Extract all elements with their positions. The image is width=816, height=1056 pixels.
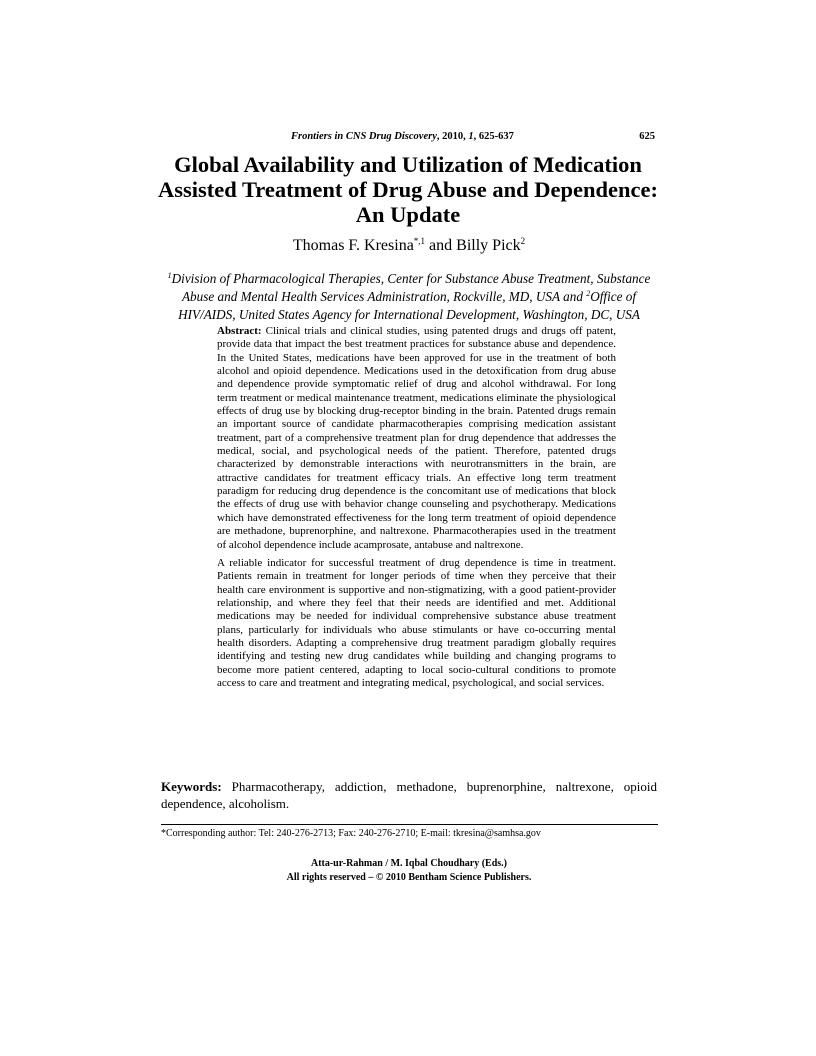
corresponding-author-footnote: *Corresponding author: Tel: 240-276-2713; Fax: 240-276-2710; E-mail: tkresina@samhsa.gov	[161, 828, 541, 839]
abstract-label: Abstract:	[217, 325, 262, 337]
page-number: 625	[639, 131, 655, 142]
journal-pages: , 625-637	[473, 131, 514, 142]
affiliation-mark: 2	[586, 289, 591, 298]
journal-name: Frontiers in CNS Drug Discovery	[291, 131, 437, 142]
author-affiliation-mark: 2	[520, 236, 526, 246]
keywords	[161, 779, 657, 812]
journal-citation	[291, 131, 514, 142]
author-name: Thomas F. Kresina	[292, 237, 414, 254]
journal-year: , 2010,	[436, 131, 469, 142]
keywords-label: Keywords:	[161, 779, 222, 794]
author-list	[161, 237, 657, 255]
title-line-3: An Update	[355, 202, 461, 227]
editors-block	[161, 857, 657, 884]
affiliation-mark: 1	[167, 271, 172, 280]
abstract-paragraph	[217, 325, 616, 552]
copyright-line: All rights reserved – © 2010 Bentham Science Publishers.	[286, 871, 532, 883]
keywords-text: Pharmacotherapy, addiction, methadone, buprenorphine, naltrexone, opioid dependence, alcoholism.	[161, 779, 657, 811]
author-affiliation-mark: *,1	[413, 236, 426, 246]
abstract	[217, 325, 616, 690]
author-name: Billy Pick	[456, 237, 521, 254]
abstract-paragraph: A reliable indicator for successful treatment of drug dependence is time in treatment. Patients remain in treatment for longer periods of time when they perceive that their health care environment is supportive and non-stigmatizing, with a good patient-provider relationship, and where they feel that their needs are identified and met. Additional medications may be needed for individual comprehensive substance abuse treatment plans, particularly for individuals who abuse stimulants or have co-occurring mental health disorders. Adapting a comprehensive drug treatment paradigm globally requires identifying and testing new drug candidates while building and changing programs to become more patient centered, adapting to local socio-cultural conditions to promote access to care and treatment and integrating medical, psychological, and social services.	[217, 556, 616, 689]
editors-line: Atta-ur-Rahman / M. Iqbal Choudhary (Eds.)	[310, 858, 508, 869]
title-line-1: Global Availability and Utilization of Medication	[174, 152, 642, 177]
running-head	[161, 131, 657, 147]
journal-volume: 1	[468, 131, 474, 142]
article-title	[150, 152, 666, 227]
author-connector: and	[425, 237, 457, 254]
affiliation-text: Division of Pharmacological Therapies, Center for Substance Abuse Treatment, Substance Abuse and Mental Health Services Administration, Rockville, MD, USA and	[171, 271, 651, 304]
title-line-2: Assisted Treatment of Drug Abuse and Dependence:	[157, 177, 658, 202]
affiliations	[156, 270, 662, 324]
abstract-text: Clinical trials and clinical studies, using patented drugs and drugs off patent, provide data that impact the best treatment practices for substance abuse and dependence. In the United States, medications have been approved for use in the treatment of both alcohol and opioid dependence. Medications used in the detoxification from drug abuse and dependence provide symptomatic relief of drug and alcohol withdrawal. For long term treatment or medical maintenance treatment, medications eliminate the physiological effects of drug use by blocking drug-receptor binding in the brain. Patented drugs remain an important source of candidate pharmacotherapies comprising medication assistant treatment, part of a comprehensive treatment plan for drug dependence that addresses the medical, social, and psychological needs of the patient. Therefore, patented drugs characterized by demonstrable interactions with neurotransmitters in the brain, are attractive candidates for treatment efficacy trials. An effective long term treatment paradigm for reducing drug dependence is the concomitant use of medications that block the effects of drug use with behavior change counseling and psychotherapy. Medications which have demonstrated effectiveness for the long term treatment of opioid dependence are methadone, buprenorphine, and naltrexone. Pharmacotherapies used in the treatment of alcohol dependence include acamprosate, antabuse and naltrexone.	[217, 325, 616, 551]
footnote-divider	[161, 824, 658, 825]
affiliation-text: Office of HIV/AIDS, United States Agency for International Development, Washington, DC, USA	[178, 289, 640, 322]
